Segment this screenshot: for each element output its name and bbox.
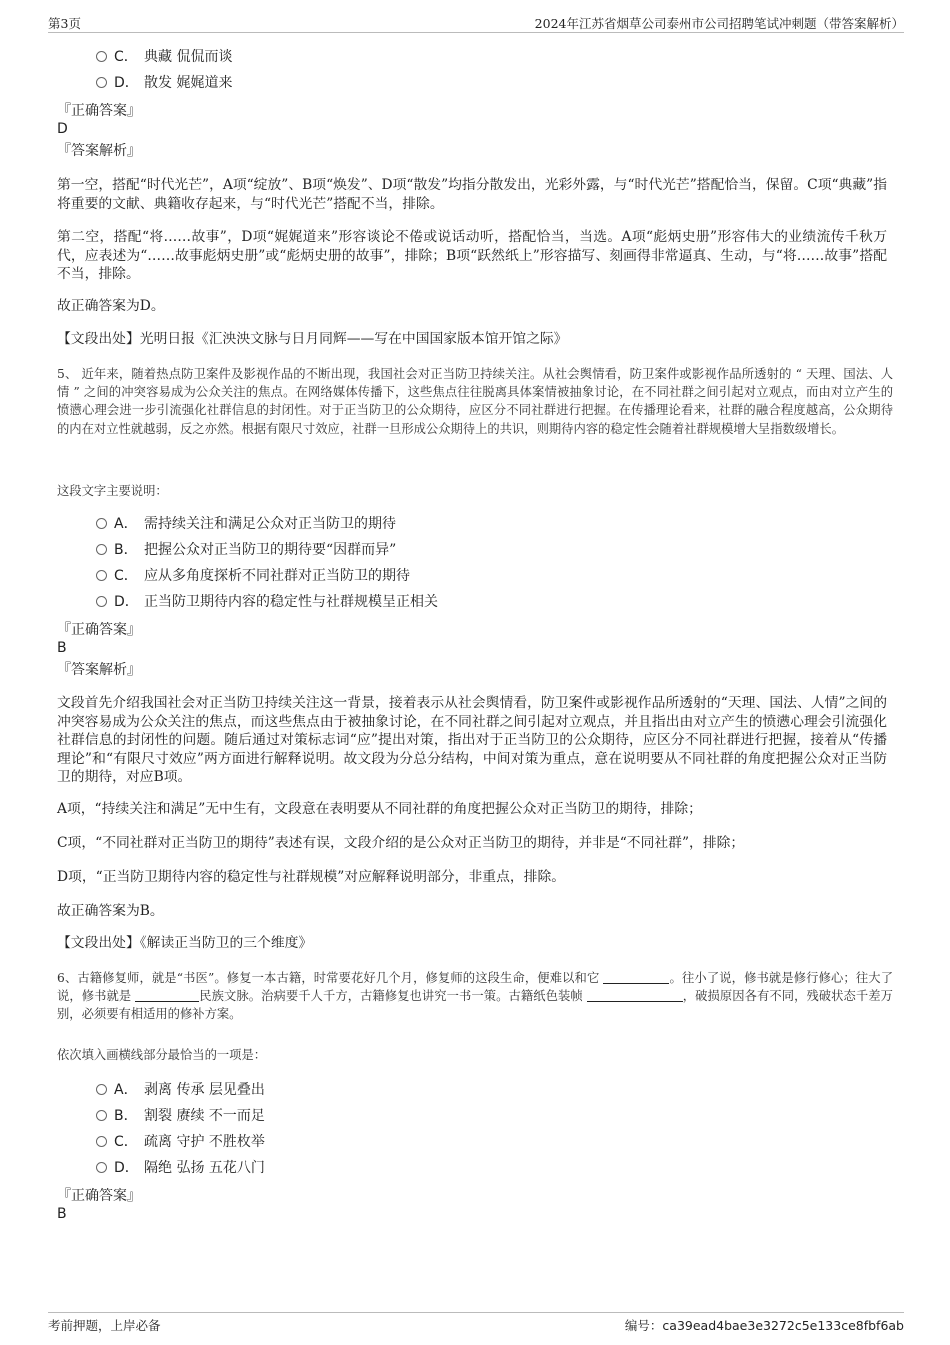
answer-label: 『正确答案』 bbox=[57, 103, 141, 119]
option-c[interactable] bbox=[96, 567, 410, 585]
question-5-text: 5、 近年来，随着热点防卫案件及影视作品的不断出现，我国社会对正当防卫持续关注。从社会舆情看，防卫案件或影视作品所透射的 “ 天理、国法、人情 ” 之间的冲突容易成为公众关注的焦点。在网络媒体传播下，这些焦点往往脱离具体案情被抽象讨论，在不同社群之间引起对立观点，而由对立产生的愤懑心理会进一步引流强化社群信息的封闭性。对于正当防卫的公众期待，应区分不同社群进行把握。在传播理论看来，社群的融合程度越高，公众期待的内在对立性就越弱，反之亦然。根据有限尺寸效应，社群一旦形成公众期待上的共识，则期待内容的稳定性会随着社群规模增大呈指数级增长。 bbox=[57, 367, 893, 436]
option-text: 典藏 侃侃而谈 bbox=[144, 49, 233, 65]
option-text: 散发 娓娓道来 bbox=[144, 75, 233, 91]
analysis-paragraph: 第二空，搭配“将……故事”，D项“娓娓道来”形容谈论不倦或说话动听，搭配恰当，当选。A项“彪炳史册”形容伟大的业绩流传千秋万代，应表述为“……故事彪炳史册”或“彪炳史册的故事”，排除；B项“跃然纸上”形容描写、刻画得非常逼真、生动，与“将……故事”搭配不当，排除。 bbox=[57, 229, 887, 282]
radio-icon[interactable] bbox=[96, 77, 107, 88]
radio-icon[interactable] bbox=[96, 51, 107, 62]
fill-blank-2 bbox=[135, 989, 199, 1002]
option-text: 把握公众对正当防卫的期待要“因群而异” bbox=[144, 542, 397, 558]
option-text: 割裂 赓续 不一而足 bbox=[144, 1108, 265, 1124]
source-citation: 【文段出处】光明日报《汇泱泱文脉与日月同辉——写在中国国家版本馆开馆之际》 bbox=[57, 331, 568, 347]
option-key: B． bbox=[114, 1108, 138, 1124]
radio-icon[interactable] bbox=[96, 1136, 107, 1147]
radio-icon[interactable] bbox=[96, 596, 107, 607]
answer-label: 『正确答案』 bbox=[57, 1188, 141, 1204]
source-citation: 【文段出处】《解读正当防卫的三个维度》 bbox=[57, 935, 313, 951]
page-header bbox=[48, 14, 904, 33]
radio-icon[interactable] bbox=[96, 1110, 107, 1121]
fill-blank-1 bbox=[603, 971, 669, 984]
option-a[interactable] bbox=[96, 515, 396, 533]
answer-value: D bbox=[57, 121, 68, 137]
code-label: 编号： bbox=[624, 1318, 663, 1333]
radio-icon[interactable] bbox=[96, 544, 107, 555]
option-key: A． bbox=[114, 516, 138, 532]
radio-icon[interactable] bbox=[96, 518, 107, 529]
option-text: 应从多角度探析不同社群对正当防卫的期待 bbox=[144, 568, 410, 584]
document-code bbox=[625, 1316, 904, 1334]
question-text-part: 6、古籍修复师，就是“书医”。修复一本古籍，时常要花好几个月，修复师的这段生命，便难以和它 bbox=[57, 971, 600, 985]
question-text-part: 。往小了说，修书就是修行修心；往大了说，修书就是 bbox=[57, 971, 893, 1004]
option-d[interactable] bbox=[96, 1159, 265, 1177]
analysis-label: 『答案解析』 bbox=[57, 662, 141, 678]
option-key: C． bbox=[114, 568, 138, 584]
option-key: C． bbox=[114, 1134, 138, 1150]
analysis-conclusion: 故正确答案为D。 bbox=[57, 298, 165, 314]
question-6-stem: 依次填入画横线部分最恰当的一项是： bbox=[57, 1048, 267, 1062]
option-c[interactable] bbox=[96, 48, 232, 66]
analysis-paragraph: D项，“正当防卫期待内容的稳定性与社群规模”对应解释说明部分，非重点，排除。 bbox=[57, 869, 566, 885]
answer-label: 『正确答案』 bbox=[57, 622, 141, 638]
option-b[interactable] bbox=[96, 1107, 265, 1125]
radio-icon[interactable] bbox=[96, 1084, 107, 1095]
option-d[interactable] bbox=[96, 74, 232, 92]
option-text: 需持续关注和满足公众对正当防卫的期待 bbox=[144, 516, 396, 532]
radio-icon[interactable] bbox=[96, 570, 107, 581]
analysis-label: 『答案解析』 bbox=[57, 143, 141, 159]
analysis-paragraph: 第一空，搭配“时代光芒”，A项“绽放”、B项“焕发”、D项“散发”均指分散发出，光彩外露，与“时代光芒”搭配恰当，保留。C项“典藏”指将重要的文献、典籍收存起来，与“时代光芒”搭配不当，排除。 bbox=[57, 177, 887, 212]
option-text: 正当防卫期待内容的稳定性与社群规模呈正相关 bbox=[144, 594, 438, 610]
analysis-paragraph: A项，“持续关注和满足”无中生有，文段意在表明要从不同社群的角度把握公众对正当防卫的期待，排除； bbox=[57, 801, 702, 817]
footer-slogan: 考前押题，上岸必备 bbox=[48, 1318, 161, 1333]
option-b[interactable] bbox=[96, 541, 396, 559]
option-c[interactable] bbox=[96, 1133, 265, 1151]
option-text: 疏离 守护 不胜枚举 bbox=[144, 1134, 265, 1150]
option-key: D． bbox=[114, 594, 139, 610]
option-text: 剥离 传承 层见叠出 bbox=[144, 1082, 265, 1098]
option-key: C． bbox=[114, 49, 138, 65]
option-text: 隔绝 弘扬 五花八门 bbox=[144, 1160, 265, 1176]
document-title: 2024年江苏省烟草公司泰州市公司招聘笔试冲刺题（带答案解析） bbox=[534, 16, 904, 31]
radio-icon[interactable] bbox=[96, 1162, 107, 1173]
question-6-text bbox=[57, 969, 893, 1024]
option-key: D． bbox=[114, 1160, 139, 1176]
answer-value: B bbox=[57, 1206, 67, 1222]
analysis-paragraph: C项，“不同社群对正当防卫的期待”表述有误，文段介绍的是公众对正当防卫的期待，并非是“不同社群”，排除； bbox=[57, 835, 745, 851]
question-text-part: ，破损原因各有不同，残破状态千差万别，必须要有相适用的修补方案。 bbox=[57, 989, 893, 1022]
analysis-conclusion: 故正确答案为B。 bbox=[57, 903, 164, 919]
question-5-stem: 这段文字主要说明： bbox=[57, 484, 168, 498]
option-key: A． bbox=[114, 1082, 138, 1098]
option-d[interactable] bbox=[96, 593, 438, 611]
code-value: ca39ead4bae3e3272c5e133ce8fbf6ab bbox=[662, 1318, 904, 1333]
page-footer bbox=[48, 1312, 904, 1333]
answer-value: B bbox=[57, 640, 67, 656]
option-key: B． bbox=[114, 542, 138, 558]
option-a[interactable] bbox=[96, 1081, 265, 1099]
analysis-paragraph: 文段首先介绍我国社会对正当防卫持续关注这一背景，接着表示从社会舆情看，防卫案件或影视作品所透射的“天理、国法、人情”之间的冲突容易成为公众关注的焦点，而这些焦点由于被抽象讨论，在不同社群之间引起对立观点，并且指出由对立产生的愤懑心理会引流强化社群信息的封闭性的问题。随后通过对策标志词“应”提出对策，指出对于正当防卫的公众期待，应区分不同社群进行把握，接着从“传播理论”和“有限尺寸效应”两方面进行解释说明。故文段为分总分结构，中间对策为重点，意在说明要从不同社群的角度把握公众对正当防卫的期待，对应B项。 bbox=[57, 695, 887, 785]
option-key: D． bbox=[114, 75, 139, 91]
fill-blank-3 bbox=[587, 989, 683, 1002]
page-number: 第3页 bbox=[48, 16, 81, 31]
question-text-part: 民族文脉。治病要千人千方，古籍修复也讲究一书一策。古籍纸色装帧 bbox=[199, 989, 583, 1004]
